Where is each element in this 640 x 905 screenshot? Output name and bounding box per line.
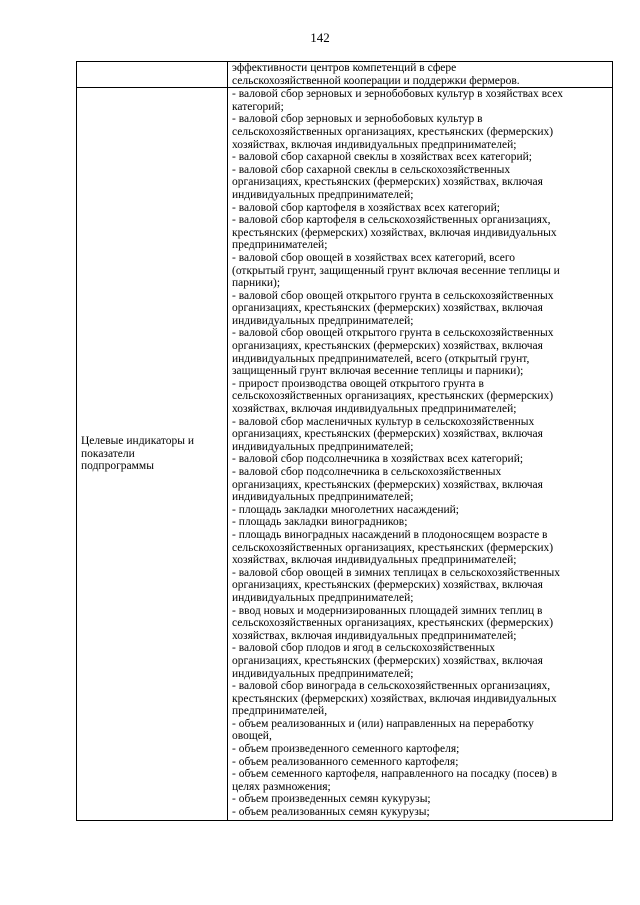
indicator-line: индивидуальных предпринимателей, всего (открытый грунт, (232, 352, 530, 365)
continuation-label-cell (77, 62, 228, 88)
indicator-line: - объем семенного картофеля, направленного на посадку (посев) в (232, 768, 557, 781)
indicator-line: сельскохозяйственных организациях, крестьянских (фермерских) (232, 125, 554, 138)
continuation-line: эффективности центров компетенций в сфере (232, 62, 457, 74)
table-row-continuation (77, 62, 613, 88)
indicator-line: - валовой сбор картофеля в сельскохозяйственных организациях, (232, 214, 551, 227)
indicator-line: - площадь закладки многолетних насаждений; (232, 503, 460, 516)
indicator-line: - валовой сбор овощей открытого грунта в сельскохозяйственных (232, 289, 554, 302)
indicator-line: индивидуальных предпринимателей; (232, 314, 414, 327)
indicator-line: - объем реализованных и (или) направленных на переработку (232, 717, 534, 730)
indicator-line: крестьянских (фермерских) хозяйствах, включая индивидуальных (232, 692, 557, 705)
indicator-line: защищенный грунт включая весенние теплицы и парники); (232, 365, 524, 378)
indicator-line: - площадь закладки виноградников; (232, 516, 408, 529)
indicator-line: сельскохозяйственных организациях, крестьянских (фермерских) (232, 541, 554, 554)
indicators-label-line: Целевые индикаторы и (81, 435, 195, 448)
indicator-line: организациях, крестьянских (фермерских) хозяйствах, включая (232, 654, 543, 667)
indicator-line: организациях, крестьянских (фермерских) хозяйствах, включая (232, 428, 543, 441)
indicator-line: индивидуальных предпринимателей; (232, 667, 414, 680)
indicators-label-line: подпрограммы (81, 460, 154, 473)
indicator-line: индивидуальных предпринимателей; (232, 491, 414, 504)
indicator-line: - валовой сбор масленичных культур в сельскохозяйственных (232, 415, 535, 428)
indicator-line: индивидуальных предпринимателей; (232, 440, 414, 453)
indicator-line: крестьянских (фермерских) хозяйствах, включая индивидуальных (232, 226, 557, 239)
indicator-line: организациях, крестьянских (фермерских) хозяйствах, включая (232, 302, 543, 315)
indicator-line: - валовой сбор подсолнечника в хозяйствах всех категорий; (232, 453, 524, 466)
indicator-line: хозяйствах, включая индивидуальных предпринимателей; (232, 629, 517, 642)
indicator-line: овощей, (232, 730, 272, 743)
subprogram-passport-table (76, 61, 613, 821)
indicator-line: - валовой сбор сахарной свеклы в сельскохозяйственных (232, 163, 511, 176)
indicator-line: хозяйствах, включая индивидуальных предпринимателей; (232, 138, 517, 151)
indicator-line: сельскохозяйственных организациях, крестьянских (фермерских) (232, 390, 554, 403)
indicator-line: - валовой сбор овощей в зимних теплицах в сельскохозяйственных (232, 566, 561, 579)
indicator-line: - валовой сбор овощей открытого грунта в сельскохозяйственных (232, 327, 554, 340)
indicator-line: - валовой сбор зерновых и зернобобовых культур в (232, 113, 483, 126)
indicators-label-cell (77, 88, 228, 820)
table-row-indicators (77, 88, 613, 820)
indicator-line: - объем реализованного семенного картофеля; (232, 755, 459, 768)
indicator-line: - валовой сбор картофеля в хозяйствах всех категорий; (232, 201, 500, 214)
indicator-line: индивидуальных предпринимателей; (232, 591, 414, 604)
continuation-line: сельскохозяйственной кооперации и поддержки фермеров. (232, 74, 520, 87)
indicator-line: категорий; (232, 100, 284, 113)
indicator-line: организациях, крестьянских (фермерских) хозяйствах, включая (232, 340, 543, 353)
page-number: 142 (310, 30, 330, 45)
indicator-line: организациях, крестьянских (фермерских) хозяйствах, включая (232, 579, 543, 592)
indicator-line: индивидуальных предпринимателей; (232, 188, 414, 201)
indicator-line: - прирост производства овощей открытого грунта в (232, 377, 484, 390)
indicator-line: организациях, крестьянских (фермерских) хозяйствах, включая (232, 478, 543, 491)
indicator-line: - ввод новых и модернизированных площадей зимних теплиц в (232, 604, 543, 617)
indicator-line: предпринимателей, (232, 705, 328, 718)
indicator-line: предпринимателей; (232, 239, 328, 252)
indicators-content-cell (228, 88, 613, 820)
indicator-line: - валовой сбор подсолнечника в сельскохозяйственных (232, 466, 502, 478)
indicator-line: - объем реализованных семян кукурузы; (232, 806, 430, 819)
indicator-line: хозяйствах, включая индивидуальных предпринимателей; (232, 554, 517, 567)
indicator-line: - площадь виноградных насаждений в плодоносящем возрасте в (232, 528, 548, 541)
indicator-line: - объем произведенных семян кукурузы; (232, 793, 431, 806)
indicator-line: - валовой сбор овощей в хозяйствах всех категорий, всего (232, 251, 516, 264)
continuation-content-cell (228, 62, 613, 88)
indicator-line: сельскохозяйственных организациях, крестьянских (фермерских) (232, 617, 554, 630)
indicator-line: - валовой сбор плодов и ягод в сельскохозяйственных (232, 642, 496, 655)
indicator-line: организациях, крестьянских (фермерских) хозяйствах, включая (232, 176, 543, 189)
indicator-line: - валовой сбор винограда в сельскохозяйственных организациях, (232, 680, 551, 693)
indicator-line: - валовой сбор зерновых и зернобобовых культур в хозяйствах всех (232, 88, 563, 101)
indicator-line: парники); (232, 277, 281, 290)
indicator-line: - объем произведенного семенного картофеля; (232, 743, 460, 756)
indicator-line: - валовой сбор сахарной свеклы в хозяйствах всех категорий; (232, 151, 532, 164)
indicators-label-line: показатели (81, 447, 135, 460)
indicator-line: целях размножения; (232, 780, 331, 793)
indicator-line: хозяйствах, включая индивидуальных предпринимателей; (232, 403, 517, 416)
indicator-line: (открытый грунт, защищенный грунт включая весенние теплицы и (232, 264, 560, 277)
